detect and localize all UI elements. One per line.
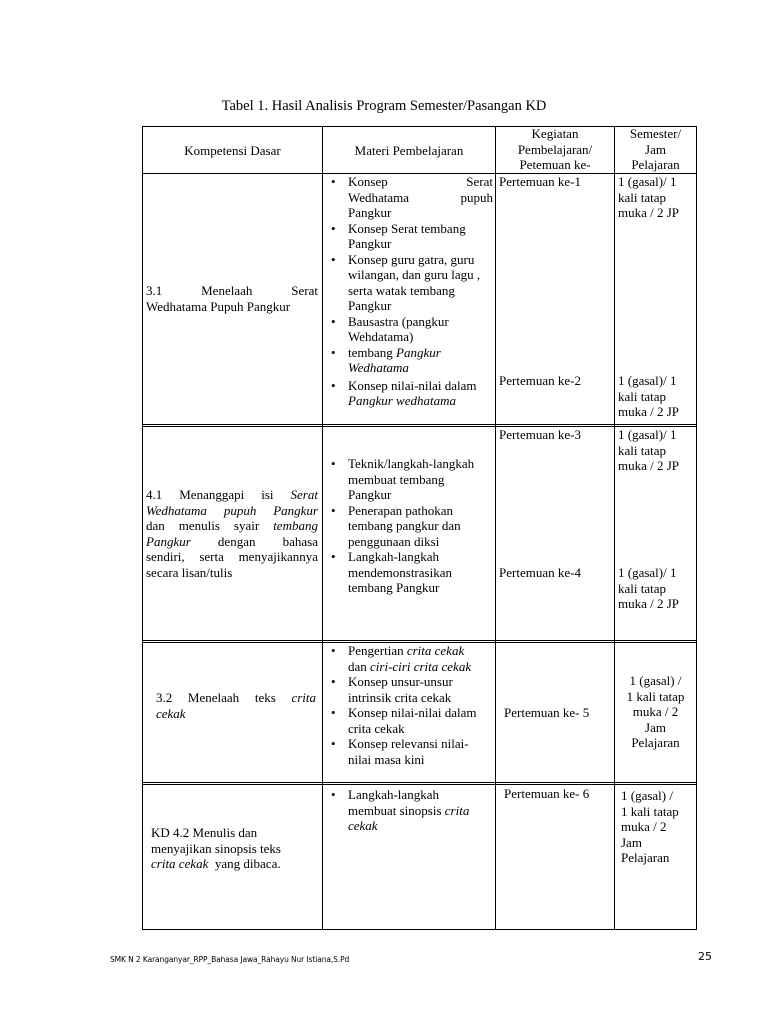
list-item-text: membuat sinopsis [348,802,445,818]
row3-kd-italic: crita [291,690,316,705]
page-number: 25 [698,950,712,963]
row1-materi [348,174,493,409]
semester-line: Jam [621,834,642,850]
header-kegiatan [496,126,614,173]
header-kegiatan-line2: Pembelajaran/ [517,141,593,157]
list-item-word: Serat [466,174,493,189]
list-item-line [348,174,493,190]
row2-kd [146,487,318,580]
list-item-line: • Konsep guru gatra, guru [348,251,475,267]
row4-kd [151,825,319,872]
row2-materi [348,456,493,596]
semester-line: muka / 2 JP [618,596,680,611]
header-semester-line1: Semester/ [629,126,682,141]
list-item-italic: Wedhatama [348,360,409,375]
semester-line: 1 (gasal) / [629,673,682,688]
row2-kegiatan-1: Pertemuan ke-3 [499,427,581,442]
list-item-line: intrinsik crita cekak [348,689,452,705]
list-item-word: • Konsep [348,174,388,189]
semester-line: kali tatap [618,442,667,458]
list-item [348,736,493,767]
semester-line: muka / 2 JP [618,404,680,419]
row4-materi [348,787,493,834]
list-item [348,705,493,736]
header-semester-line2: Jam [645,141,666,157]
row3-materi [348,643,493,767]
row4-kd-line1: KD 4.2 Menulis dan [151,825,258,840]
semester-line: 1 (gasal)/ 1 [618,373,677,388]
row1-kegiatan-2: Pertemuan ke-2 [499,373,581,388]
list-item-italic: Pangkur [396,344,441,360]
row2-kd-text: 4.1 [146,487,163,502]
row2-kd-italic: Serat [290,487,318,502]
row4-kd-line2: menyajikan sinopsis teks [151,840,281,856]
row3-kd-italic: cekak [156,705,186,721]
semester-line: Pelajaran [621,850,670,865]
list-item-italic: ciri-ciri crita cekak [370,658,472,674]
semester-line: muka / 2 JP [618,205,680,220]
list-item-italic: crita [444,802,470,818]
row1-kd [146,283,318,314]
list-item-line: wilangan, dan guru lagu , [348,267,481,282]
list-item [348,643,493,674]
list-item-line: • Konsep relevansi nilai- [348,736,469,751]
semester-line: kali tatap [618,388,667,404]
row2-kd-text: menyajikannya [238,549,318,564]
row3-kd-text: 3.2 [156,690,173,705]
list-item-line: • Konsep Serat tembang [348,220,466,236]
row3-kegiatan: Pertemuan ke- 5 [504,705,590,720]
row4-kd-text: yang dibaca. [208,856,281,871]
semester-line: 1 (gasal)/ 1 [618,174,677,189]
list-item-line: • Konsep nilai-nilai dalam [348,377,477,393]
list-item [348,787,493,834]
header-kd-text: Kompetensi Dasar [184,143,281,158]
list-item-line: nilai masa kini [348,751,425,767]
row1-kd-num: 3.1 [146,283,163,298]
row2-kd-line6: secara lisan/tulis [146,564,233,580]
list-item-line: • Langkah-langkah [348,549,439,564]
row4-semester [621,788,695,866]
list-item-line: • Langkah-langkah [348,787,439,802]
row3-kd-text: Menelaah [187,690,240,705]
list-item-line: • Teknik/langkah-langkah [348,456,475,471]
row2-kd-italic: Pangkur [146,533,191,549]
row2-kd-text: sendiri, [146,549,185,564]
list-item [348,345,493,376]
list-item [348,456,493,503]
list-item-line [348,818,493,834]
row2-kd-text: Menanggapi [179,487,245,502]
row1-kd-line2: Wedhatama Pupuh Pangkur [146,298,291,314]
row4-kd-italic: crita cekak [151,856,209,871]
list-item-line [348,345,493,361]
list-item-line: Pangkur [348,205,392,220]
list-item [348,674,493,705]
list-item-word: pupuh [460,189,493,205]
semester-line: 1 (gasal) / [621,788,673,803]
list-item [348,174,493,221]
semester-line: 1 (gasal)/ 1 [618,565,677,580]
header-materi-text: Materi Pembelajaran [354,143,464,158]
list-item [348,221,493,252]
list-item [348,252,493,314]
list-item-line [348,643,493,659]
semester-line: kali tatap [618,189,667,205]
row2-kd-italic: Pangkur [273,502,318,518]
semester-line: Pelajaran [631,735,680,750]
list-item [348,378,493,409]
row2-materi-list [348,456,493,596]
semester-line: 1 kali tatap [621,803,679,819]
list-item-italic: crita cekak [406,643,465,658]
list-item-italic: Pangkur wedhatama [348,393,456,408]
list-item-line: • Penerapan pathokan [348,502,454,518]
page-footer: SMK N 2 Karanganyar_RPP_Bahasa Jawa_Rahayu Nur Istiana,S.Pd [110,955,350,964]
row3-kd [156,690,316,721]
list-item-line [348,659,493,675]
header-materi [323,143,495,159]
row4-kd-line3 [151,856,319,872]
header-semester [615,126,696,173]
row4-materi-list [348,787,493,834]
semester-line: muka / 2 JP [618,458,680,473]
list-item-line: Pangkur [348,487,392,502]
row1-kd-line1 [146,283,318,299]
header-semester-line3: Pelajaran [631,157,680,172]
header-kegiatan-line1: Kegiatan [531,126,579,141]
list-item-line: membuat tembang [348,471,445,487]
list-item-text: Pengertian [348,643,407,658]
list-item-line: mendemonstrasikan [348,564,452,580]
list-item-word: Wedhatama [348,189,410,205]
row2-kd-line1 [146,487,318,503]
row2-kd-italic: tembang [273,518,318,533]
row2-semester-1 [618,427,694,474]
semester-line: Jam [645,719,666,735]
list-item-line: Wehdatama) [348,329,414,344]
list-item-line: serta watak tembang [348,282,455,298]
row2-kd-italic: Wedhatama [146,502,207,518]
semester-line: 1 (gasal)/ 1 [618,427,677,442]
row2-kd-text: menulis [178,518,220,533]
list-item-italic: cekak [348,818,378,833]
list-item-line [348,393,493,409]
list-item-line: • Bausastra (pangkur [348,313,449,329]
list-item-line [348,360,493,376]
row1-semester-1 [618,174,694,221]
semester-line: 1 kali tatap [626,688,685,704]
list-item-line: Pangkur [348,298,392,313]
row2-kd-text: dan [146,518,165,533]
row1-materi-list [348,174,493,409]
list-item-text: dan [348,658,371,674]
list-item-line [348,803,493,819]
list-item-line: crita cekak [348,720,405,736]
header-kompetensi-dasar [143,143,322,159]
list-item-line: tembang Pangkur [348,580,440,595]
row2-kd-line5 [146,549,318,565]
row2-kd-text: syair [233,518,260,533]
list-item [348,314,493,345]
list-item-line: penggunaan diksi [348,533,440,549]
row2-kd-text: isi [261,487,274,502]
list-item-line: • Konsep nilai-nilai dalam [348,705,477,720]
row2-kd-line4 [146,534,318,550]
row2-kd-italic: pupuh [223,502,257,518]
header-kegiatan-line3: Petemuan ke- [519,157,591,172]
row3-materi-list [348,643,493,767]
row2-kd-line2 [146,503,318,519]
row4-kegiatan: Pertemuan ke- 6 [504,786,590,801]
row1-kd-word1: Menelaah [201,283,253,298]
row2-kd-line3 [146,518,318,534]
list-item [348,503,493,550]
semester-line: muka / 2 [621,819,667,834]
row3-semester [615,673,696,751]
row2-kd-text: serta [199,549,224,564]
row3-kd-text: teks [254,690,276,705]
row2-semester-2 [618,565,694,612]
list-item-line: • Konsep unsur-unsur [348,674,453,689]
row1-kegiatan-1: Pertemuan ke-1 [499,174,581,189]
semester-line: muka / 2 [632,704,679,719]
list-item [348,549,493,596]
row3-kd-line2 [156,706,316,722]
list-item-text: tembang [348,344,397,360]
row1-kd-word2: Serat [291,283,318,298]
row2-kegiatan-2: Pertemuan ke-4 [499,565,581,580]
semester-line: kali tatap [618,580,667,596]
row1-semester-2 [618,373,694,420]
row2-kd-text: bahasa [282,533,318,549]
list-item-line: Pangkur [348,236,392,251]
list-item-line: tembang pangkur dan [348,518,461,533]
row3-kd-line1 [156,690,316,706]
row2-kd-text: dengan [217,533,256,549]
list-item-line [348,190,493,206]
table-title: Tabel 1. Hasil Analisis Program Semester/Pasangan KD [221,98,547,114]
